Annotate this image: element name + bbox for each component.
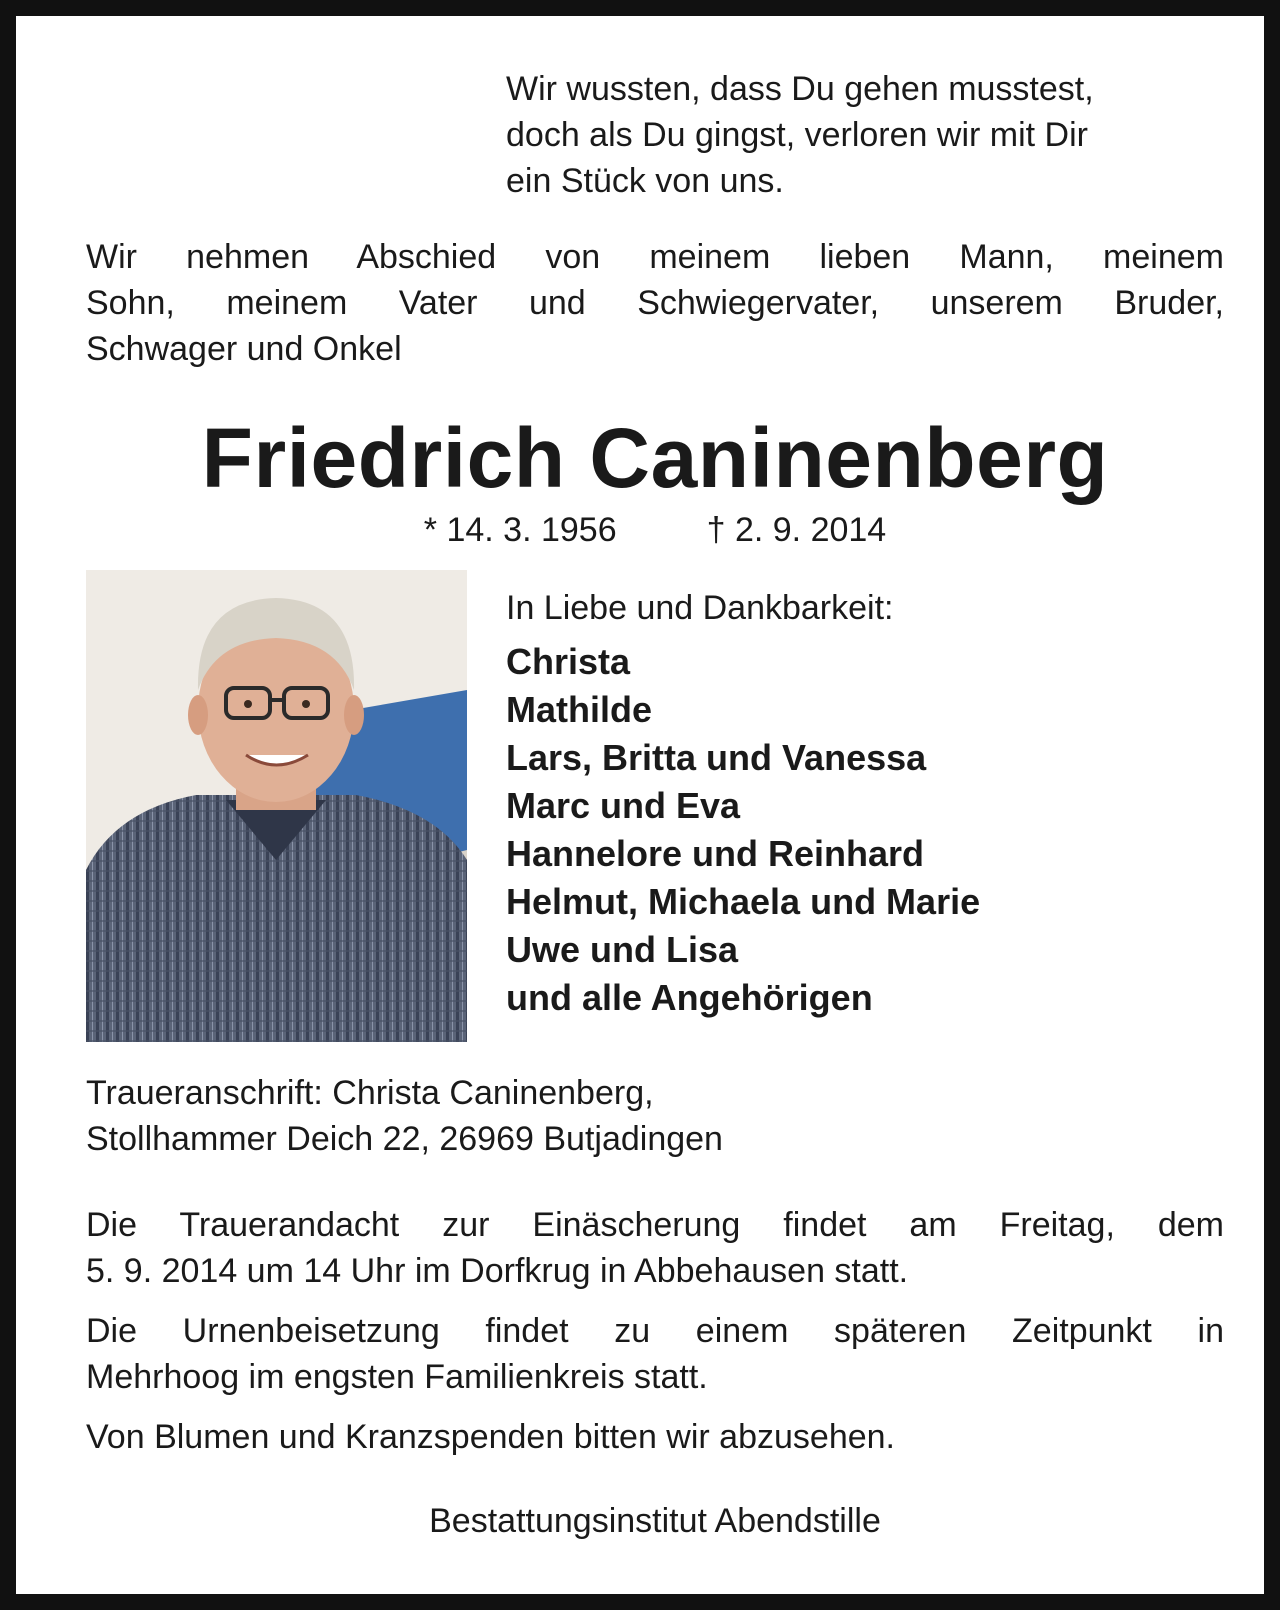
ceremony-notice (86, 1202, 1224, 1294)
farewell-intro (86, 234, 1224, 372)
intro-line: Sohn, meinem Vater und Schwiegervater, unserem Bruder, (86, 284, 1224, 322)
mourner-name: und alle Angehörigen (506, 977, 873, 1018)
poem-line: Wir wussten, dass Du gehen musstest, (506, 70, 1094, 108)
portrait-photo (86, 570, 467, 1042)
obituary-content (86, 66, 1224, 1544)
burial-notice (86, 1308, 1224, 1400)
mourning-address (86, 1070, 1224, 1162)
mourner-name: Mathilde (506, 689, 653, 730)
poem (506, 66, 1224, 204)
mourners-label: In Liebe und Dankbarkeit: (506, 589, 894, 627)
ceremony-line: Die Trauerandacht zur Einäscherung findet am Freitag, dem (86, 1206, 1224, 1244)
address-line: Stollhammer Deich 22, 26969 Butjadingen (86, 1120, 723, 1158)
funeral-home: Bestattungsinstitut Abendstille (429, 1502, 881, 1540)
mourner-name: Marc und Eva (506, 785, 741, 826)
mourner-name: Lars, Britta und Vanessa (506, 737, 927, 778)
mourner-name: Christa (506, 641, 631, 682)
photo-and-mourners (86, 570, 1224, 1044)
intro-line: Wir nehmen Abschied von meinem lieben Mann, meinem (86, 238, 1224, 276)
ceremony-line: 5. 9. 2014 um 14 Uhr im Dorfkrug in Abbehausen statt. (86, 1252, 909, 1290)
mourner-name: Hannelore und Reinhard (506, 833, 925, 874)
burial-line: Die Urnenbeisetzung findet zu einem späteren Zeitpunkt in (86, 1312, 1224, 1350)
death-date: † 2. 9. 2014 (706, 511, 887, 549)
deceased-name: Friedrich Caninenberg (201, 411, 1109, 505)
poem-line: ein Stück von uns. (506, 162, 784, 200)
address-line: Traueranschrift: Christa Caninenberg, (86, 1074, 654, 1112)
mourner-name: Uwe und Lisa (506, 929, 739, 970)
mourners (506, 586, 980, 1022)
mourner-name: Helmut, Michaela und Marie (506, 881, 981, 922)
mourners-list (506, 638, 980, 1022)
life-dates (86, 510, 1224, 550)
burial-line: Mehrhoog im engsten Familienkreis statt. (86, 1358, 708, 1396)
intro-line: Schwager und Onkel (86, 330, 402, 368)
flowers-notice: Von Blumen und Kranzspenden bitten wir abzusehen. (86, 1418, 895, 1456)
poem-line: doch als Du gingst, verloren wir mit Dir (506, 116, 1088, 154)
birth-date: * 14. 3. 1956 (423, 511, 617, 549)
